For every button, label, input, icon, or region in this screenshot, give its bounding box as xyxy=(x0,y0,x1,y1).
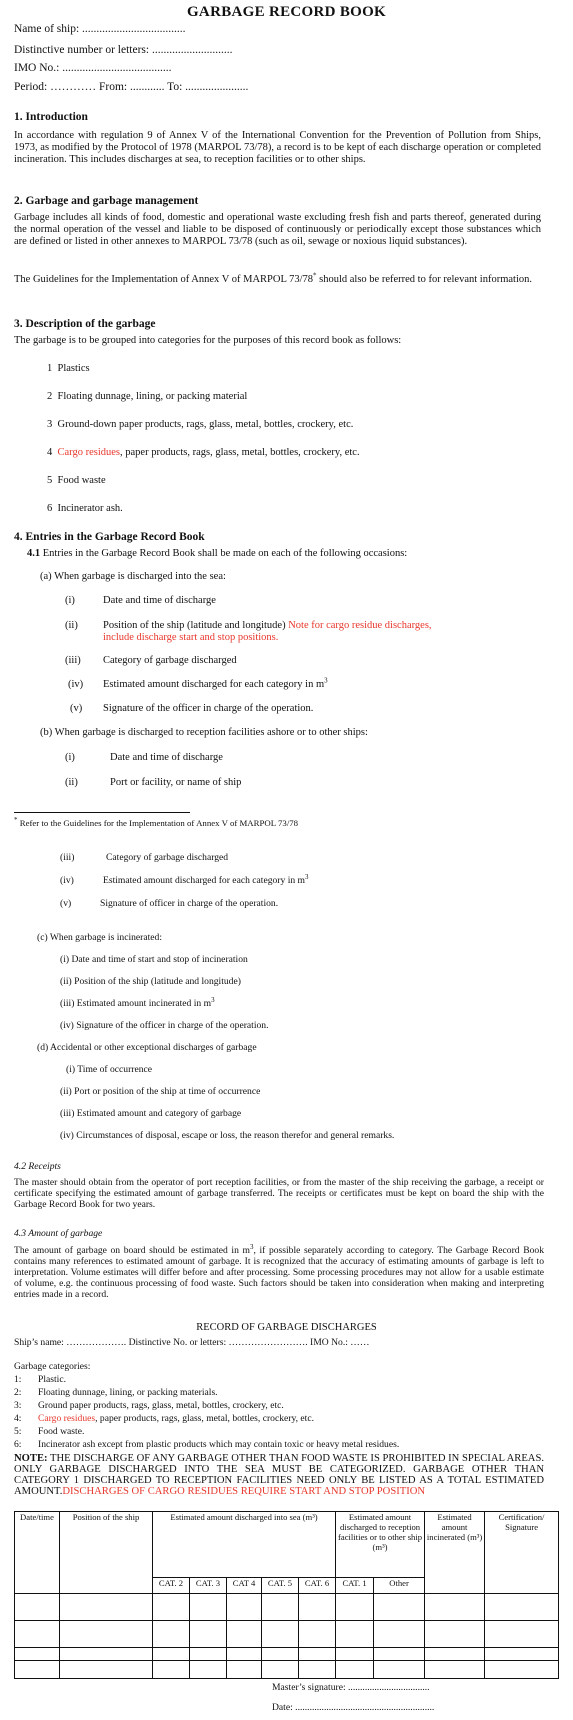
table-cell[interactable] xyxy=(15,1648,60,1661)
header-sea-discharge: Estimated amount discharged into sea (m³) xyxy=(153,1512,336,1578)
subsection-b-heading: (b) When garbage is discharged to reception facilities ashore or to other ships: xyxy=(40,727,368,738)
table-cell[interactable] xyxy=(227,1594,262,1621)
footnote-divider xyxy=(14,812,190,813)
table-cell[interactable] xyxy=(425,1648,485,1661)
ship-name-field: Name of ship: .................................... xyxy=(14,23,186,35)
table-cell[interactable] xyxy=(153,1621,190,1648)
table-cell[interactable] xyxy=(60,1661,153,1679)
record-category: Incinerator ash except from plastic products which may contain toxic or heavy metal residues. xyxy=(38,1439,400,1450)
record-category: 5: xyxy=(14,1426,22,1437)
list-item: (ii) xyxy=(65,620,78,631)
list-item: (ii) Position of the ship (latitude and longitude) xyxy=(60,976,241,987)
list-item: Signature of the officer in charge of the operation. xyxy=(103,703,314,714)
table-cell[interactable] xyxy=(299,1661,336,1679)
category-item: 2 Floating dunnage, lining, or packing material xyxy=(47,391,248,402)
table-row xyxy=(15,1648,559,1661)
section-2-text: Garbage includes all kinds of food, domestic and operational waste excluding fresh fish and parts thereof, generated during the normal operation of the vessel and liable to be disposed of continuously or periodically except those substances which are defined or listed in other annexes to MARPOL 73/78 (such as oil, sewage or noxious liquid substances). xyxy=(14,212,541,248)
record-category: Food waste. xyxy=(38,1426,85,1437)
record-category: 3: xyxy=(14,1400,22,1411)
imo-number-field: IMO No.: ...................................... xyxy=(14,62,172,74)
table-cell[interactable] xyxy=(485,1594,559,1621)
table-cell[interactable] xyxy=(425,1621,485,1648)
header-cat-2: CAT. 2 xyxy=(153,1578,190,1594)
list-item: (iv) xyxy=(68,679,84,690)
page-title: GARBAGE RECORD BOOK xyxy=(186,4,387,20)
list-item: (iii) Estimated amount incinerated in $m^3$ xyxy=(60,995,215,1009)
header-cat-6: CAT. 6 xyxy=(299,1578,336,1594)
section-3-heading: 3. Description of the garbage xyxy=(14,318,156,330)
list-item: (iii) xyxy=(65,655,81,666)
list-item: (iv) Signature of the officer in charge of the operation. xyxy=(60,1020,269,1031)
list-item: Category of garbage discharged xyxy=(106,852,229,863)
header-cat-1: CAT. 1 xyxy=(336,1578,374,1594)
list-item: Category of garbage discharged xyxy=(103,655,237,666)
record-note: NOTE: THE DISCHARGE OF ANY GARBAGE OTHER THAN FOOD WASTE IS PROHIBITED IN SPECIAL AREAS. ONLY GARBAGE DISCHARGED INTO THE SEA MUST BE CATEGORIZED. GARBAGE OTHER THAN CATEGORY 1 DISCHARGED TO RECEPTION FACILITIES NEED ONLY BE LISTED AS A TOTAL ESTIMATED AMOUNT.DISCHARGES OF CARGO RESIDUES REQUIRE START AND STOP POSITION xyxy=(14,1453,544,1497)
category-item: 4 Cargo residues, paper products, rags, glass, metal, bottles, crockery, etc. xyxy=(47,447,360,458)
table-cell[interactable] xyxy=(153,1661,190,1679)
record-category: 2: xyxy=(14,1387,22,1398)
table-row xyxy=(15,1594,559,1621)
list-item: (i) Time of occurrence xyxy=(66,1064,153,1075)
table-cell[interactable] xyxy=(374,1661,425,1679)
distinctive-number-field: Distinctive number or letters: ............................ xyxy=(14,44,233,56)
header-other: Other xyxy=(374,1578,425,1594)
list-item: Port or facility, or name of ship xyxy=(110,777,242,788)
date-line: Date: .......................................................... xyxy=(272,1702,435,1713)
list-item: (ii) Port or position of the ship at time of occurrence xyxy=(60,1086,261,1097)
footnote-marker: * xyxy=(313,271,317,280)
header-cat-5: CAT. 5 xyxy=(262,1578,299,1594)
table-cell[interactable] xyxy=(153,1594,190,1621)
record-category: Plastic. xyxy=(38,1374,66,1385)
list-item: (iv) xyxy=(60,875,74,886)
list-item: (v) xyxy=(70,703,83,714)
header-incinerated: Estimated amount incinerated (m³) xyxy=(425,1512,485,1594)
subsection-a-heading: (a) When garbage is discharged into the sea: xyxy=(40,571,226,582)
table-cell[interactable] xyxy=(15,1661,60,1679)
record-category: 1: xyxy=(14,1374,22,1385)
header-reception-discharge: Estimated amount discharged to reception facilities or to other ship (m³) xyxy=(336,1512,425,1578)
guidelines-text-end: should also be referred to for relevant information. xyxy=(316,274,532,285)
list-item: (iv) Circumstances of disposal, escape or loss, the reason therefor and general remarks. xyxy=(60,1130,395,1141)
table-cell[interactable] xyxy=(485,1621,559,1648)
table-cell[interactable] xyxy=(374,1594,425,1621)
section-2-guidelines xyxy=(14,271,541,286)
section-4-3-text: The amount of garbage on board should be estimated in $m^3$, if possible separately according to category. The Garbage Record Book contains many references to estimated amount of garbage. It is recognized that the accuracy of estimating amounts of garbage is left to interpretation. Volume estimates will differ before and after processing. Some processing procedures may not allow for a usable estimate of volume, e.g. the continuous processing of food waste. Such factors should be taken into consideration when making and interpreting entries made in a record. xyxy=(14,1242,544,1300)
record-category: Floating dunnage, lining, or packing materials. xyxy=(38,1387,218,1398)
header-certification: Certification/ Signature xyxy=(485,1512,559,1594)
table-cell[interactable] xyxy=(262,1648,299,1661)
table-cell[interactable] xyxy=(227,1648,262,1661)
section-4-1: 4.1 Entries in the Garbage Record Book shall be made on each of the following occasions: xyxy=(27,548,408,559)
table-cell[interactable] xyxy=(190,1594,227,1621)
master-signature-line: Master’s signature: .................................. xyxy=(272,1682,430,1693)
table-cell[interactable] xyxy=(153,1648,190,1661)
section-4-2-heading: 4.2 Receipts xyxy=(14,1161,61,1172)
table-cell[interactable] xyxy=(485,1661,559,1679)
category-item: 5 Food waste xyxy=(47,475,106,486)
table-cell[interactable] xyxy=(336,1594,374,1621)
list-item: (i) xyxy=(65,752,75,763)
record-category: Cargo residues, paper products, rags, glass, metal, bottles, crockery, etc. xyxy=(38,1413,315,1424)
section-1-heading: 1. Introduction xyxy=(14,111,88,123)
record-ship-line: Ship’s name: ………………. Distinctive No. or letters: ……………………. IMO No.: …… xyxy=(14,1337,370,1348)
table-cell[interactable] xyxy=(60,1648,153,1661)
subsection-c-heading: (c) When garbage is incinerated: xyxy=(37,932,163,943)
table-cell[interactable] xyxy=(227,1661,262,1679)
garbage-record-table xyxy=(14,1511,559,1679)
list-item: (ii) xyxy=(65,777,78,788)
list-item: (iii) Estimated amount and category of garbage xyxy=(60,1108,242,1119)
section-4-3-heading: 4.3 Amount of garbage xyxy=(14,1228,103,1239)
list-item: Position of the ship (latitude and longitude) Note for cargo residue discharges, include discharge start and stop positions. xyxy=(103,620,432,643)
section-4-2-text: The master should obtain from the operator of port reception facilities, or from the master of the ship receiving the garbage, a receipt or certificate specifying the estimated amount of garbage transferred. The receipts or certificates must be kept on board the ship with the Garbage Record Book for two years. xyxy=(14,1177,544,1210)
section-2-heading: 2. Garbage and garbage management xyxy=(14,195,199,207)
table-cell[interactable] xyxy=(336,1621,374,1648)
record-title: RECORD OF GARBAGE DISCHARGES xyxy=(196,1322,377,1333)
header-cat-4: CAT 4 xyxy=(227,1578,262,1594)
table-cell[interactable] xyxy=(374,1621,425,1648)
subsection-d-heading: (d) Accidental or other exceptional discharges of garbage xyxy=(37,1042,257,1053)
table-header-row xyxy=(15,1512,559,1578)
header-position: Position of the ship xyxy=(60,1512,153,1594)
list-item: (i) xyxy=(65,595,75,606)
garbage-categories-heading: Garbage categories: xyxy=(14,1361,91,1372)
table-cell[interactable] xyxy=(190,1621,227,1648)
guidelines-text: The Guidelines for the Implementation of Annex V of MARPOL 73/78 xyxy=(14,274,314,285)
record-category: 4: xyxy=(14,1413,22,1424)
table-cell[interactable] xyxy=(485,1648,559,1661)
category-item: 6 Incinerator ash. xyxy=(47,503,123,514)
table-cell[interactable] xyxy=(336,1648,374,1661)
table-row xyxy=(15,1661,559,1679)
list-item: Date and time of discharge xyxy=(103,595,216,606)
list-item: Estimated amount discharged for each category in $m^3$ xyxy=(103,872,309,886)
section-3-intro: The garbage is to be grouped into categories for the purposes of this record book as follows: xyxy=(14,335,402,346)
table-cell[interactable] xyxy=(262,1661,299,1679)
table-cell[interactable] xyxy=(425,1594,485,1621)
table-cell[interactable] xyxy=(262,1621,299,1648)
category-item: 1 Plastics xyxy=(47,363,90,374)
section-1-text: In accordance with regulation 9 of Annex V of the International Convention for the Prevention of Pollution from Ships, 1973, as modified by the Protocol of 1978 (MARPOL 73/78), a record is to be kept of each discharge operation or completed incineration. This includes discharges at sea, to reception facilities or to other ships. xyxy=(14,130,541,166)
list-item: (iii) xyxy=(60,852,75,863)
category-item: 3 Ground-down paper products, rags, glass, metal, bottles, crockery, etc. xyxy=(47,419,354,430)
table-cell[interactable] xyxy=(190,1661,227,1679)
table-cell[interactable] xyxy=(336,1661,374,1679)
list-item: (v) xyxy=(60,898,72,909)
table-cell[interactable] xyxy=(190,1648,227,1661)
table-cell[interactable] xyxy=(299,1648,336,1661)
section-4-heading: 4. Entries in the Garbage Record Book xyxy=(14,531,205,543)
table-cell[interactable] xyxy=(15,1594,60,1621)
table-cell[interactable] xyxy=(425,1661,485,1679)
header-cat-3: CAT. 3 xyxy=(190,1578,227,1594)
table-cell[interactable] xyxy=(299,1621,336,1648)
header-date-time: Date/time xyxy=(15,1512,60,1594)
period-field: Period: ………… From: ............ To: ...................... xyxy=(14,81,249,93)
table-cell[interactable] xyxy=(262,1594,299,1621)
table-cell[interactable] xyxy=(60,1594,153,1621)
footnote: * Refer to the Guidelines for the Implementation of Annex V of MARPOL 73/78 xyxy=(14,816,299,828)
list-item: Signature of officer in charge of the operation. xyxy=(100,898,279,909)
table-cell[interactable] xyxy=(15,1621,60,1648)
table-cell[interactable] xyxy=(374,1648,425,1661)
table-cell[interactable] xyxy=(227,1621,262,1648)
list-item: Estimated amount discharged for each category in $m^3$ xyxy=(103,676,328,690)
record-category: Ground paper products, rags, glass, metal, bottles, crockery, etc. xyxy=(38,1400,284,1411)
record-category: 6: xyxy=(14,1439,22,1450)
table-cell[interactable] xyxy=(60,1621,153,1648)
table-row xyxy=(15,1621,559,1648)
list-item: Date and time of discharge xyxy=(110,752,223,763)
table-cell[interactable] xyxy=(299,1594,336,1621)
list-item: (i) Date and time of start and stop of incineration xyxy=(60,954,248,965)
